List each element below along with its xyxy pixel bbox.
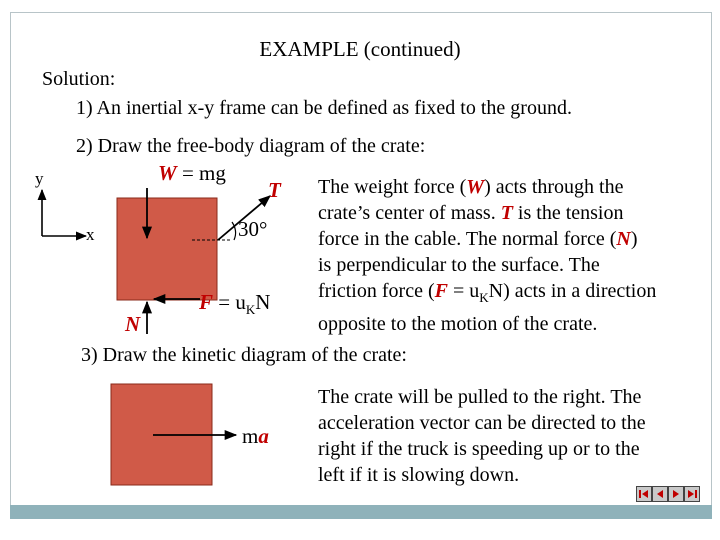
friction-symbol: F xyxy=(199,290,214,314)
next-slide-button[interactable] xyxy=(668,486,684,502)
explanation-line-6: opposite to the motion of the crate. xyxy=(318,313,598,335)
explanation-line-2: crate’s center of mass. T is the tension xyxy=(318,202,624,224)
kinetic-line-4: left if it is slowing down. xyxy=(318,464,520,486)
step-2: 2) Draw the free-body diagram of the crate: xyxy=(76,135,426,157)
explanation-w: W xyxy=(466,176,485,198)
last-slide-button[interactable] xyxy=(684,486,700,502)
kinetic-line-3: right if the truck is speeding up or to the xyxy=(318,438,640,460)
ma-acceleration: a xyxy=(258,424,269,448)
kinetic-explanation xyxy=(318,384,646,488)
coordinate-axes xyxy=(42,190,86,236)
step-1: 1) An inertial x-y frame can be defined as fixed to the ground. xyxy=(76,97,572,119)
explanation-line-5: friction force $(F = u_KN)$ acts in a direction xyxy=(318,280,657,305)
weight-equation: = mg xyxy=(176,161,226,185)
weight-symbol: W xyxy=(158,161,177,185)
previous-slide-button[interactable] xyxy=(652,486,668,502)
first-icon xyxy=(637,487,651,501)
explanation-line-1: The weight force (W) acts through the xyxy=(318,176,624,198)
ma-mass: m xyxy=(242,424,259,448)
fbd-crate xyxy=(117,198,217,300)
angle-label: 30° xyxy=(238,217,268,241)
friction-subscript: K xyxy=(245,302,256,318)
next-icon xyxy=(669,487,683,501)
prev-icon xyxy=(653,487,667,501)
kinetic-line-2: acceleration vector can be directed to the xyxy=(318,412,646,434)
y-axis-label: y xyxy=(35,169,44,188)
weight-label xyxy=(158,163,226,184)
tension-label: T xyxy=(268,178,281,202)
fbd-explanation xyxy=(318,174,656,337)
step-3: 3) Draw the kinetic diagram of the crate: xyxy=(81,344,407,366)
explanation-n: N xyxy=(616,228,631,250)
explanation-t: T xyxy=(500,202,513,224)
friction-eq-part: = u xyxy=(213,290,246,314)
explanation-line-3: force in the cable. The normal force (N) xyxy=(318,228,638,250)
solution-label: Solution: xyxy=(42,68,116,90)
friction-label xyxy=(199,292,270,316)
bottom-bar xyxy=(10,505,712,519)
first-slide-button[interactable] xyxy=(636,486,652,502)
explanation-f: F xyxy=(434,280,448,302)
normal-label: N xyxy=(125,312,141,336)
explanation-line-4: is perpendicular to the surface. The xyxy=(318,254,600,276)
friction-eq-n: N xyxy=(255,290,271,314)
slide-title: EXAMPLE (continued) xyxy=(259,37,461,61)
last-icon xyxy=(685,487,699,501)
kinetic-line-1: The crate will be pulled to the right. The xyxy=(318,386,642,408)
ma-label xyxy=(242,426,269,447)
x-axis-label: x xyxy=(86,225,95,244)
